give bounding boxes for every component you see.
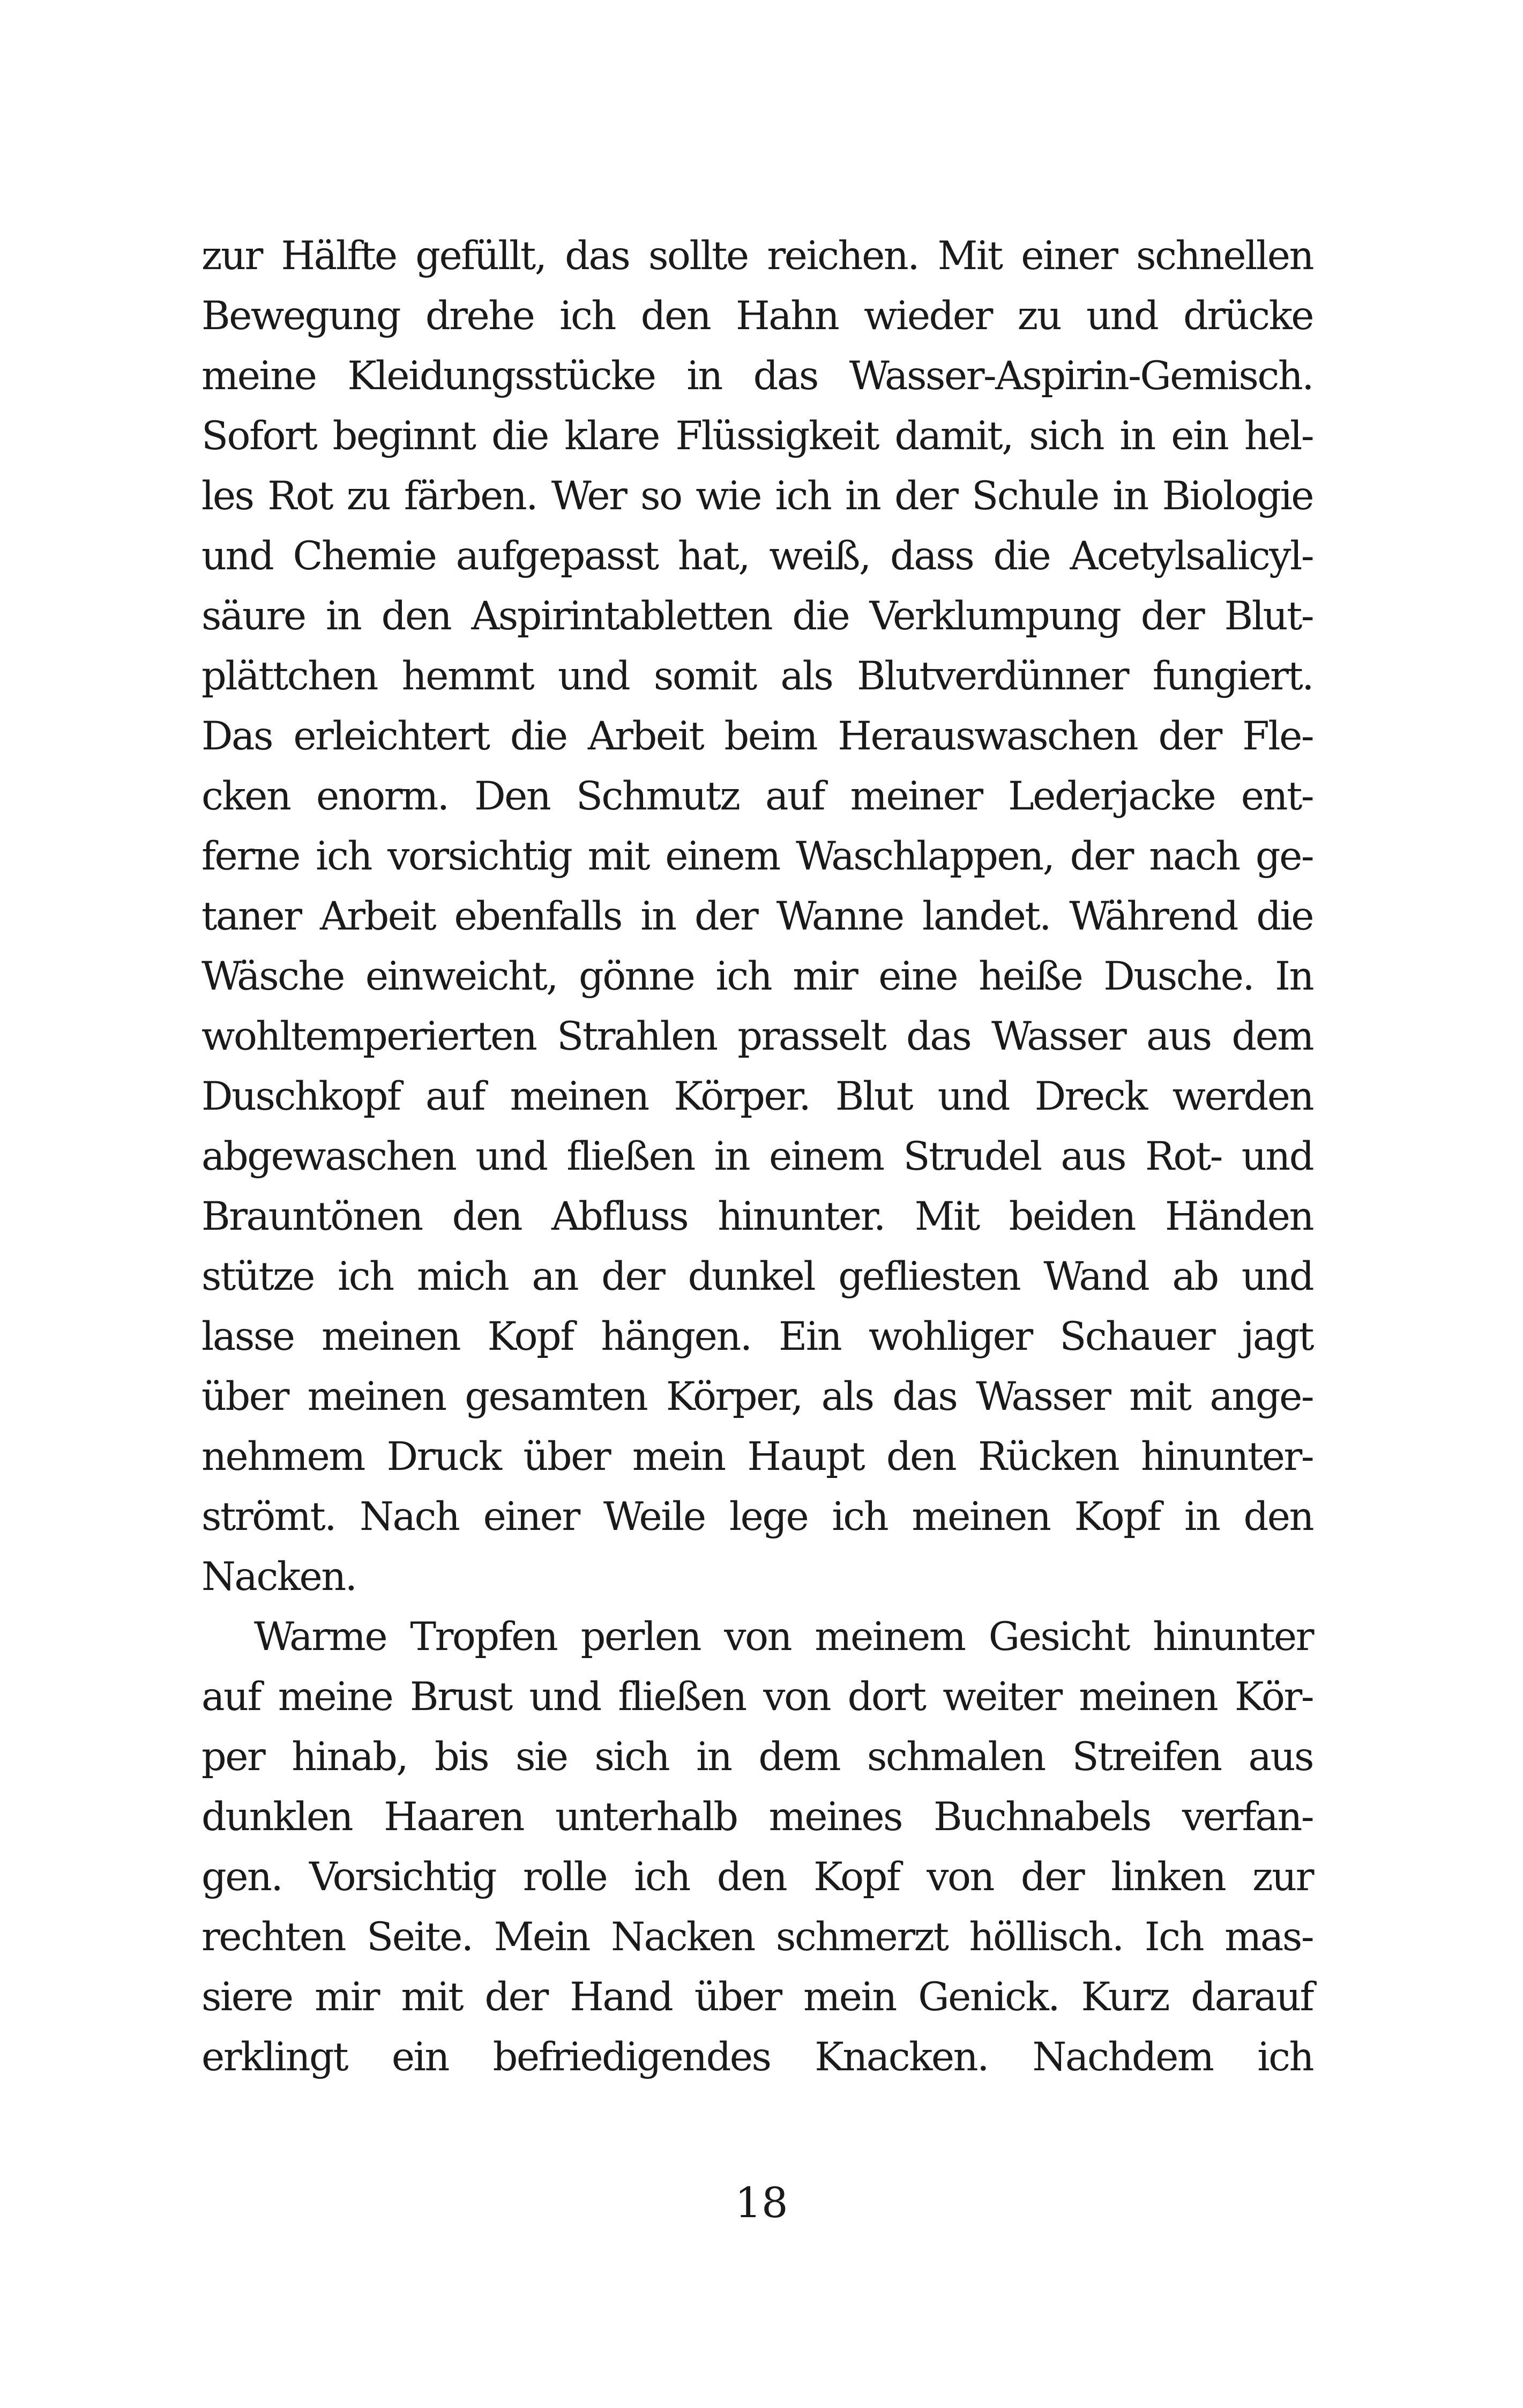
text-line: Wäsche einweicht, gönne ich mir eine heiße Dusche. In — [201, 954, 1313, 999]
text-line: strömt. Nach einer Weile lege ich meinen Kopf in den — [201, 1494, 1313, 1540]
text-line: gen. Vorsichtig rolle ich den Kopf von der linken zur — [201, 1854, 1313, 1900]
text-line: Bewegung drehe ich den Hahn wieder zu und drücke — [201, 293, 1313, 339]
text-line: säure in den Aspirintabletten die Verklumpung der Blut- — [201, 593, 1313, 639]
text-line: abgewaschen und fließen in einem Strudel aus Rot- und — [201, 1134, 1313, 1179]
text-line: ferne ich vorsichtig mit einem Waschlappen, der nach ge- — [201, 834, 1313, 879]
text-line: plättchen hemmt und somit als Blutverdünner fungiert. — [201, 653, 1313, 699]
text-line: rechten Seite. Mein Nacken schmerzt höllisch. Ich mas- — [201, 1914, 1313, 1960]
text-line: und Chemie aufgepasst hat, weiß, dass die Acetylsalicyl- — [201, 533, 1313, 579]
paragraph-1 — [201, 226, 1313, 1607]
text-line: stütze ich mich an der dunkel gefliesten Wand ab und — [201, 1254, 1313, 1299]
text-line: Brauntönen den Abfluss hinunter. Mit beiden Händen — [201, 1194, 1313, 1239]
text-line: wohltemperierten Strahlen prasselt das Wasser aus dem — [201, 1014, 1313, 1059]
text-line: Duschkopf auf meinen Körper. Blut und Dreck werden — [201, 1074, 1313, 1119]
text-line: lasse meinen Kopf hängen. Ein wohliger Schauer jagt — [201, 1314, 1313, 1359]
text-line: Das erleichtert die Arbeit beim Herauswaschen der Fle- — [201, 714, 1313, 759]
text-line: per hinab, bis sie sich in dem schmalen Streifen aus — [201, 1734, 1313, 1780]
text-line: zur Hälfte gefüllt, das sollte reichen. Mit einer schnellen — [201, 233, 1313, 279]
text-line: erklingt ein befriedigendes Knacken. Nachdem ich — [201, 2034, 1313, 2080]
text-line: nehmem Druck über mein Haupt den Rücken hinunter- — [201, 1434, 1313, 1480]
body-text — [201, 226, 1313, 2087]
text-line: dunklen Haaren unterhalb meines Buchnabels verfan- — [201, 1794, 1313, 1840]
text-line: auf meine Brust und fließen von dort weiter meinen Kör- — [201, 1674, 1313, 1720]
text-line: taner Arbeit ebenfalls in der Wanne landet. Während die — [201, 894, 1313, 939]
page-number: 18 — [735, 2179, 788, 2227]
text-line: cken enorm. Den Schmutz auf meiner Lederjacke ent- — [201, 774, 1313, 819]
paragraph-2 — [201, 1607, 1313, 2087]
text-line: siere mir mit der Hand über mein Genick. Kurz darauf — [201, 1974, 1313, 2020]
text-line: Nacken. — [201, 1554, 356, 1600]
text-line: über meinen gesamten Körper, als das Wasser mit ange- — [201, 1374, 1313, 1419]
text-line: les Rot zu färben. Wer so wie ich in der Schule in Biologie — [201, 473, 1313, 519]
text-line: Warme Tropfen perlen von meinem Gesicht hinunter — [254, 1614, 1313, 1660]
text-line: meine Kleidungsstücke in das Wasser-Aspirin-Gemisch. — [201, 353, 1313, 399]
text-line: Sofort beginnt die klare Flüssigkeit damit, sich in ein hel- — [201, 413, 1313, 459]
